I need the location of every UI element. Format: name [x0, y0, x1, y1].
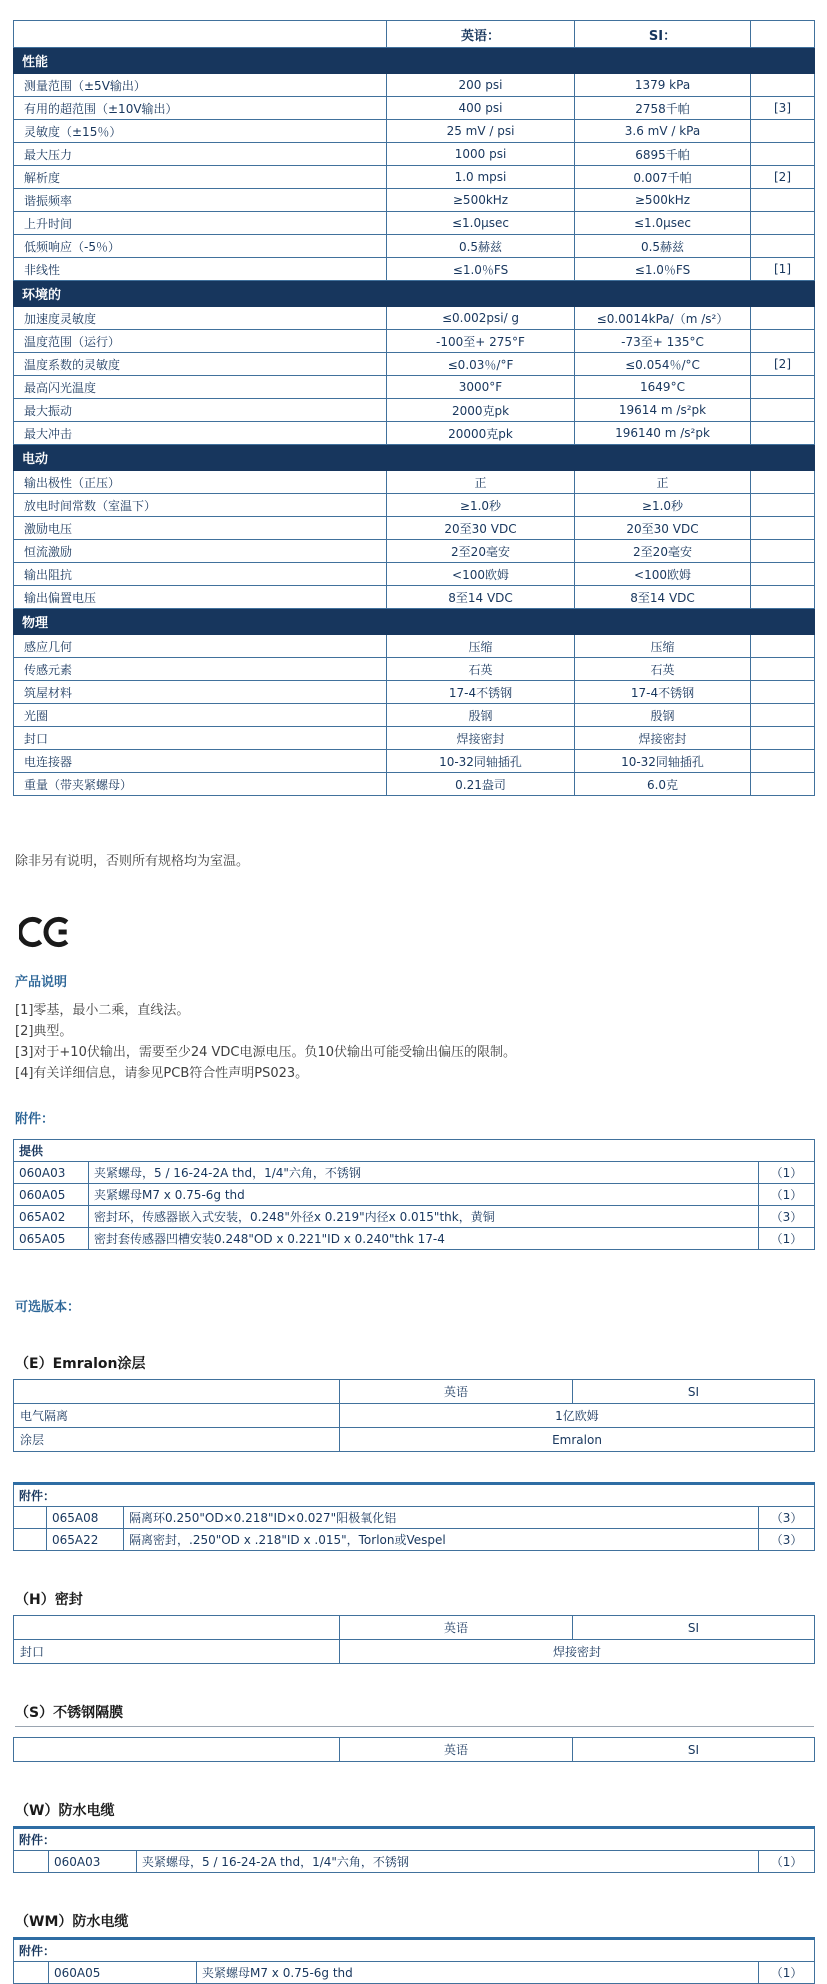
optional-versions-heading: 可选版本：	[15, 1300, 81, 1315]
spec-label: 非线性	[14, 258, 387, 281]
accessory-desc: 密封环，传感器嵌入式安装，0.248"外径x 0.219"内径x 0.015"thk，黄铜	[89, 1206, 759, 1228]
accessory-id: 065A08	[47, 1507, 124, 1529]
accessories-header-label: 附件：	[14, 1484, 815, 1507]
table-row	[14, 1404, 815, 1428]
value-si: 2至20毫安	[575, 540, 751, 563]
spec-header-footnote-empty	[751, 21, 815, 48]
version-e-heading: （E）Emralon涂层	[15, 1356, 146, 1372]
value-english: 2000克pk	[387, 399, 575, 422]
value-english: -100至+ 275°F	[387, 330, 575, 353]
spec-row	[14, 540, 815, 563]
section-title: 物理	[14, 609, 815, 635]
value-si: ≥500kHz	[575, 189, 751, 212]
version-e-accessories-table	[13, 1482, 815, 1551]
spec-table	[13, 20, 815, 796]
accessory-desc: 夹紧螺母M7 x 0.75-6g thd	[197, 1962, 759, 1984]
value-english: 殷钢	[387, 704, 575, 727]
spec-label: 放电时间常数（室温下）	[14, 494, 387, 517]
value-english: 1000 psi	[387, 143, 575, 166]
spacer-cell	[14, 1851, 49, 1873]
accessory-desc: 密封套传感器凹槽安装0.248"OD x 0.221"ID x 0.240"thk 17-4	[89, 1228, 759, 1250]
spec-row	[14, 97, 815, 120]
ce-mark-icon	[19, 915, 814, 953]
spec-row	[14, 773, 815, 796]
spec-label: 感应几何	[14, 635, 387, 658]
spec-label: 灵敏度（±15％）	[14, 120, 387, 143]
accessory-row	[14, 1507, 815, 1529]
value-english: 200 psi	[387, 74, 575, 97]
value-si: ≤1.0μsec	[575, 212, 751, 235]
spec-label: 恒流激励	[14, 540, 387, 563]
spec-label: 最大振动	[14, 399, 387, 422]
footnote-ref	[751, 635, 815, 658]
spec-row	[14, 494, 815, 517]
value-si: 1649°C	[575, 376, 751, 399]
value-si: ≤1.0％FS	[575, 258, 751, 281]
spec-row	[14, 212, 815, 235]
value-english: 20000克pk	[387, 422, 575, 445]
spec-label: 加速度灵敏度	[14, 307, 387, 330]
value-si: 6895千帕	[575, 143, 751, 166]
spec-label: 温度系数的灵敏度	[14, 353, 387, 376]
section-electrical	[14, 445, 815, 609]
footnote-ref: [2]	[751, 166, 815, 189]
spec-row	[14, 399, 815, 422]
footnote-ref	[751, 563, 815, 586]
spec-row	[14, 727, 815, 750]
spec-row	[14, 658, 815, 681]
accessory-qty: （3）	[759, 1507, 815, 1529]
footnote-ref	[751, 120, 815, 143]
spec-row	[14, 635, 815, 658]
value-si: 1379 kPa	[575, 74, 751, 97]
spec-label: 封口	[14, 727, 387, 750]
spec-label: 谐振频率	[14, 189, 387, 212]
value-si: 20至30 VDC	[575, 517, 751, 540]
row-value: 焊接密封	[340, 1640, 815, 1664]
accessory-id: 060A03	[49, 1851, 137, 1873]
value-english: 焊接密封	[387, 727, 575, 750]
footnote-ref	[751, 307, 815, 330]
value-english: <100欧姆	[387, 563, 575, 586]
value-english: 3000°F	[387, 376, 575, 399]
value-english: 正	[387, 471, 575, 494]
value-english: 石英	[387, 658, 575, 681]
footnote-ref	[751, 189, 815, 212]
accessories-header-label: 附件：	[14, 1828, 815, 1851]
spec-label: 解析度	[14, 166, 387, 189]
spec-row	[14, 517, 815, 540]
spec-label: 低频响应（-5％）	[14, 235, 387, 258]
version-s-heading: （S）不锈钢隔膜	[15, 1702, 814, 1727]
footnote-ref	[751, 494, 815, 517]
footnote-ref	[751, 517, 815, 540]
spec-label: 输出偏置电压	[14, 586, 387, 609]
spec-row	[14, 681, 815, 704]
spec-row	[14, 166, 815, 189]
row-label: 电气隔离	[14, 1404, 340, 1428]
value-si: 0.5赫兹	[575, 235, 751, 258]
spec-label: 最大压力	[14, 143, 387, 166]
spec-row	[14, 120, 815, 143]
spec-label: 筑屋材料	[14, 681, 387, 704]
accessory-row	[14, 1206, 815, 1228]
version-w-heading: （W）防水电缆	[15, 1803, 115, 1819]
footnote-ref: [2]	[751, 353, 815, 376]
value-english: 20至30 VDC	[387, 517, 575, 540]
value-si: 殷钢	[575, 704, 751, 727]
accessory-qty: （1）	[759, 1228, 815, 1250]
spec-row	[14, 330, 815, 353]
footnote-ref	[751, 74, 815, 97]
spec-row	[14, 307, 815, 330]
accessory-qty: （1）	[759, 1851, 815, 1873]
value-si: 10-32同轴插孔	[575, 750, 751, 773]
accessory-row	[14, 1851, 815, 1873]
spec-row	[14, 750, 815, 773]
col-header-si: SI	[573, 1738, 815, 1762]
section-physical	[14, 609, 815, 796]
accessory-row	[14, 1228, 815, 1250]
product-notes	[13, 1000, 814, 1084]
accessories-table-header	[14, 1939, 815, 1962]
row-value: Emralon	[340, 1428, 815, 1452]
spacer-cell	[14, 1507, 47, 1529]
accessory-desc: 夹紧螺母M7 x 0.75-6g thd	[89, 1184, 759, 1206]
spec-row	[14, 563, 815, 586]
col-header-si: SI	[573, 1616, 815, 1640]
value-si: 正	[575, 471, 751, 494]
version-w-accessories-table	[13, 1826, 815, 1873]
col-header-english: 英语	[340, 1738, 573, 1762]
product-note-line: [1]零基，最小二乘，直线法。	[15, 1003, 190, 1018]
value-si: 2758千帕	[575, 97, 751, 120]
footnote-ref	[751, 773, 815, 796]
footnote-ref	[751, 750, 815, 773]
value-english: 2至20毫安	[387, 540, 575, 563]
value-si: 0.007千帕	[575, 166, 751, 189]
accessories-table-header	[14, 1140, 815, 1162]
table-row	[14, 1640, 815, 1664]
section-environmental	[14, 281, 815, 445]
spec-row	[14, 235, 815, 258]
footnote-ref	[751, 212, 815, 235]
row-label: 涂层	[14, 1428, 340, 1452]
col-header-si: SI：	[575, 21, 751, 48]
spacer-cell	[14, 1962, 49, 1984]
footnote-ref	[751, 422, 815, 445]
spec-label: 输出极性（正压）	[14, 471, 387, 494]
table-row	[14, 1428, 815, 1452]
footnote-ref: [3]	[751, 97, 815, 120]
col-header-english: 英语	[340, 1616, 573, 1640]
spacer-cell	[14, 1529, 47, 1551]
accessories-header-label: 附件：	[14, 1939, 815, 1962]
value-si: 8至14 VDC	[575, 586, 751, 609]
footnote-ref	[751, 399, 815, 422]
spec-row	[14, 189, 815, 212]
accessory-qty: （3）	[759, 1206, 815, 1228]
spec-label: 激励电压	[14, 517, 387, 540]
section-bar-electrical	[14, 445, 815, 471]
footnote-ref	[751, 658, 815, 681]
value-si: 19614 m /s²pk	[575, 399, 751, 422]
footnote-ref	[751, 704, 815, 727]
accessory-row	[14, 1162, 815, 1184]
value-si: -73至+ 135°C	[575, 330, 751, 353]
footnote-ref	[751, 681, 815, 704]
section-bar-performance	[14, 48, 815, 74]
accessory-desc: 隔离环0.250"OD×0.218"ID×0.027"阳极氧化铝	[124, 1507, 759, 1529]
spec-label: 有用的超范围（±10V输出）	[14, 97, 387, 120]
spec-header-empty	[14, 21, 387, 48]
value-english: ≤1.0μsec	[387, 212, 575, 235]
value-si: ≥1.0秒	[575, 494, 751, 517]
spec-label: 重量（带夹紧螺母）	[14, 773, 387, 796]
value-english: 400 psi	[387, 97, 575, 120]
footnote-ref	[751, 330, 815, 353]
section-performance	[14, 48, 815, 281]
section-title: 性能	[14, 48, 815, 74]
accessory-id: 060A03	[14, 1162, 89, 1184]
accessory-id: 065A05	[14, 1228, 89, 1250]
footnote-ref	[751, 540, 815, 563]
table-header-row	[14, 1616, 815, 1640]
accessory-row	[14, 1962, 815, 1984]
version-wm-accessories-table	[13, 1937, 815, 1984]
accessory-row	[14, 1529, 815, 1551]
value-si: 压缩	[575, 635, 751, 658]
spec-row	[14, 586, 815, 609]
accessory-id: 065A02	[14, 1206, 89, 1228]
row-value: 1亿欧姆	[340, 1404, 815, 1428]
value-english: 17-4不锈钢	[387, 681, 575, 704]
footnote-ref	[751, 586, 815, 609]
accessories-table-header	[14, 1828, 815, 1851]
value-english: 8至14 VDC	[387, 586, 575, 609]
product-note-line: [4]有关详细信息，请参见PCB符合性声明PS023。	[15, 1066, 309, 1081]
spec-label: 温度范围（运行）	[14, 330, 387, 353]
version-e-table	[13, 1379, 815, 1452]
value-english: ≥500kHz	[387, 189, 575, 212]
value-english: 0.5赫兹	[387, 235, 575, 258]
accessory-qty: （1）	[759, 1184, 815, 1206]
spec-row	[14, 422, 815, 445]
footnote-ref	[751, 143, 815, 166]
version-h-table	[13, 1615, 815, 1664]
accessory-row	[14, 1184, 815, 1206]
accessory-id: 060A05	[14, 1184, 89, 1206]
value-english: 10-32同轴插孔	[387, 750, 575, 773]
value-si: 6.0克	[575, 773, 751, 796]
accessory-qty: （1）	[759, 1962, 815, 1984]
value-english: 1.0 mpsi	[387, 166, 575, 189]
spec-label: 光圈	[14, 704, 387, 727]
spec-label: 传感元素	[14, 658, 387, 681]
room-temperature-note: 除非另有说明，否则所有规格均为室温。	[15, 854, 250, 869]
value-si: 石英	[575, 658, 751, 681]
version-s-table	[13, 1737, 815, 1762]
table-header-row	[14, 1738, 815, 1762]
spec-row	[14, 143, 815, 166]
spec-label: 最大冲击	[14, 422, 387, 445]
footnote-ref: [1]	[751, 258, 815, 281]
accessories-header-label: 提供	[14, 1140, 815, 1162]
col-header-english: 英语	[340, 1380, 573, 1404]
spec-label: 输出阻抗	[14, 563, 387, 586]
section-bar-physical	[14, 609, 815, 635]
footnote-ref	[751, 727, 815, 750]
value-english: ≥1.0秒	[387, 494, 575, 517]
row-label: 封口	[14, 1640, 340, 1664]
spec-row	[14, 376, 815, 399]
col-header-si: SI	[573, 1380, 815, 1404]
spec-label: 最高闪光温度	[14, 376, 387, 399]
accessory-qty: （3）	[759, 1529, 815, 1551]
value-english: ≤0.002psi/ g	[387, 307, 575, 330]
value-si: ≤0.054％/°C	[575, 353, 751, 376]
value-english: 0.21盎司	[387, 773, 575, 796]
value-si: <100欧姆	[575, 563, 751, 586]
spec-label: 上升时间	[14, 212, 387, 235]
version-wm-heading: （WM）防水电缆	[15, 1914, 129, 1930]
accessory-desc: 夹紧螺母，5 / 16-24-2A thd，1/4"六角，不锈钢	[137, 1851, 759, 1873]
spec-header-row	[14, 21, 815, 48]
spec-row	[14, 74, 815, 97]
accessory-qty: （1）	[759, 1162, 815, 1184]
value-english: ≤1.0％FS	[387, 258, 575, 281]
supplied-accessories-table	[13, 1139, 815, 1250]
section-title: 环境的	[14, 281, 815, 307]
section-bar-environmental	[14, 281, 815, 307]
value-si: ≤0.0014kPa/（m /s²）	[575, 307, 751, 330]
table-header-row	[14, 1380, 815, 1404]
product-note-line: [2]典型。	[15, 1024, 73, 1039]
value-english: 压缩	[387, 635, 575, 658]
spec-row	[14, 353, 815, 376]
spec-row	[14, 704, 815, 727]
accessory-id: 060A05	[49, 1962, 197, 1984]
value-si: 17-4不锈钢	[575, 681, 751, 704]
accessories-table-header	[14, 1484, 815, 1507]
accessory-id: 065A22	[47, 1529, 124, 1551]
footnote-ref	[751, 471, 815, 494]
section-title: 电动	[14, 445, 815, 471]
footnote-ref	[751, 235, 815, 258]
col-header-english: 英语：	[387, 21, 575, 48]
accessories-heading: 附件：	[15, 1112, 55, 1127]
value-si: 196140 m /s²pk	[575, 422, 751, 445]
footnote-ref	[751, 376, 815, 399]
product-notes-heading: 产品说明	[15, 975, 68, 990]
value-english: 25 mV / psi	[387, 120, 575, 143]
value-si: 3.6 mV / kPa	[575, 120, 751, 143]
spec-label: 电连接器	[14, 750, 387, 773]
version-h-heading: （H）密封	[15, 1592, 83, 1608]
spec-row	[14, 258, 815, 281]
spec-row	[14, 471, 815, 494]
accessory-desc: 隔离密封，.250"OD x .218"ID x .015"，Torlon或Vespel	[124, 1529, 759, 1551]
value-english: ≤0.03％/°F	[387, 353, 575, 376]
spec-label: 测量范围（±5V输出）	[14, 74, 387, 97]
value-si: 焊接密封	[575, 727, 751, 750]
accessory-desc: 夹紧螺母，5 / 16-24-2A thd，1/4"六角，不锈钢	[89, 1162, 759, 1184]
product-note-line: [3]对于+10伏输出，需要至少24 VDC电源电压。负10伏输出可能受输出偏压的限制。	[15, 1045, 517, 1060]
